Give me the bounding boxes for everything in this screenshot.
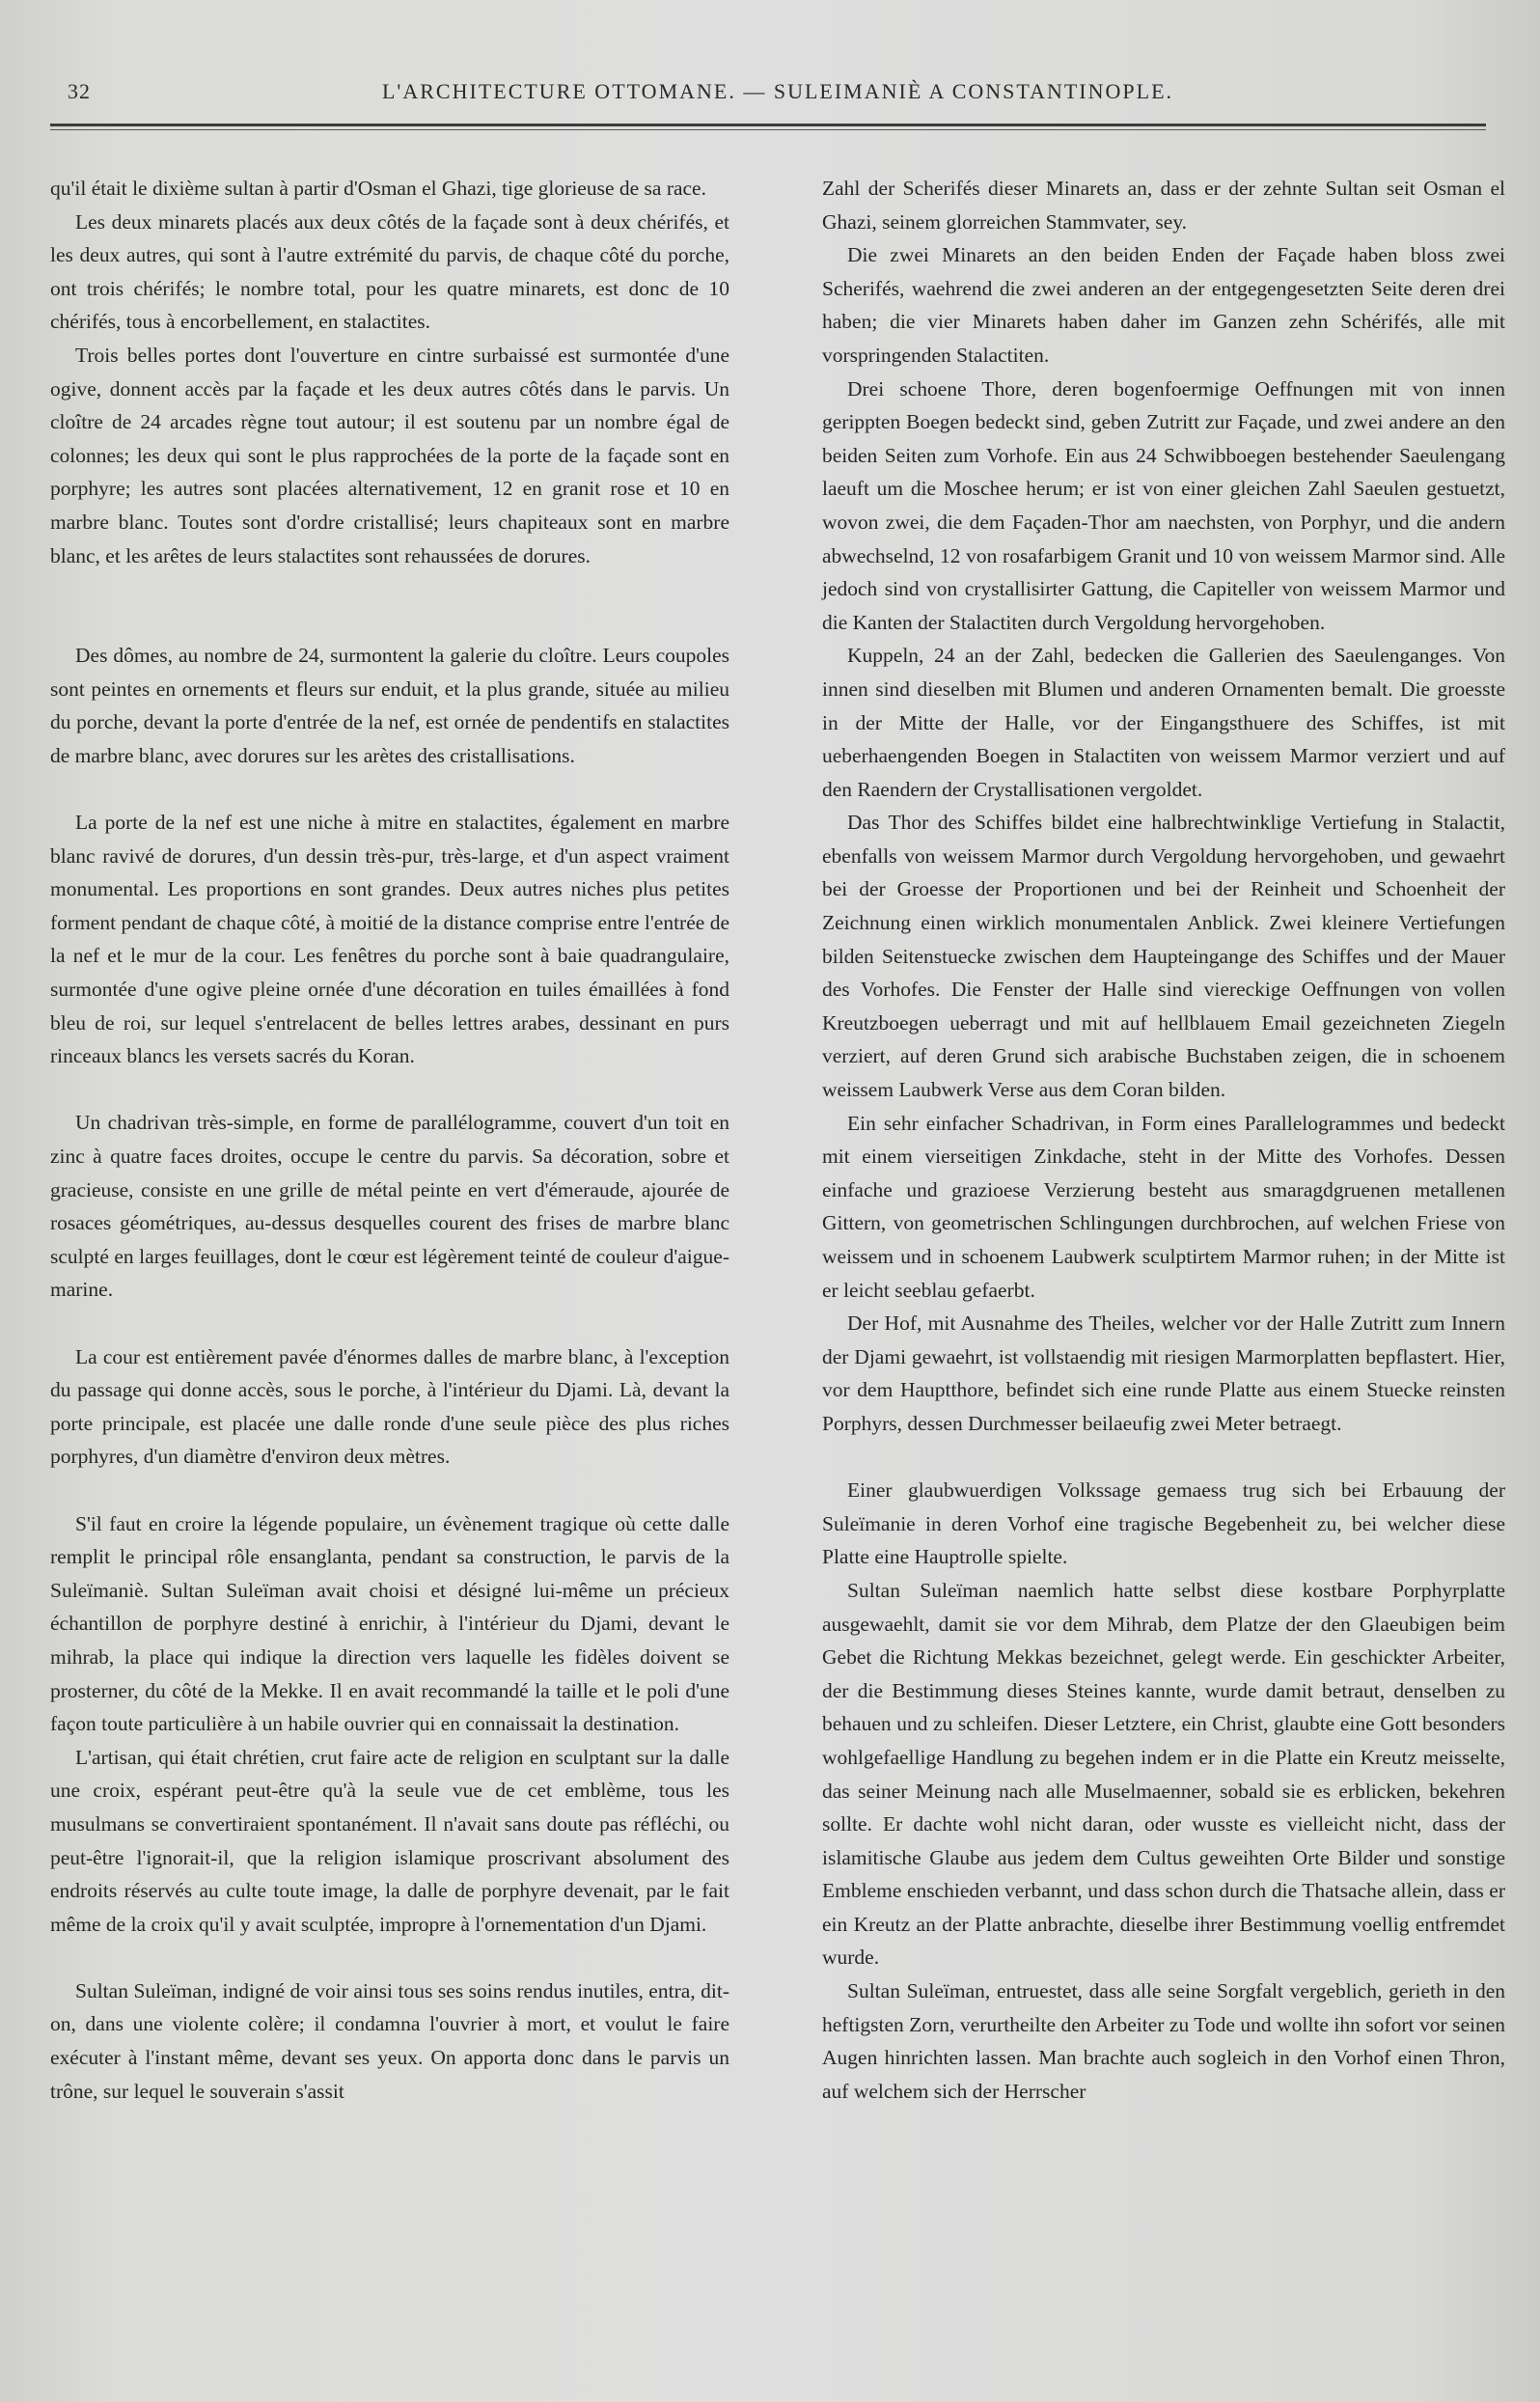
french-paragraph: Trois belles portes dont l'ouverture en cintre surbaissé est surmontée d'une ogive, donnent accès par la façade et les deux autres côtés dans le parvis. Un cloître de 24 arcades règne tout autour; il est soutenu par un nombre égal de colonnes; les deux qui sont le plus rapprochées de la porte de la façade sont en porphyre; les autres sont placées alternativement, 12 en granit rose et 10 en marbre blanc. Toutes sont d'ordre cristallisé; leurs chapiteaux sont en marbre blanc, et les arêtes de leurs stalactites sont rehaussées de dorures.	[50, 343, 729, 567]
header-rule-thin	[50, 129, 1486, 130]
running-title: L'ARCHITECTURE OTTOMANE. — SULEIMANIÈ A CONSTANTINOPLE.	[381, 79, 1174, 103]
header-rule-thick	[50, 124, 1486, 126]
paragraph-spacer	[50, 1307, 729, 1340]
paragraph-spacer	[50, 773, 729, 807]
german-paragraph: Der Hof, mit Ausnahme des Theiles, welcher vor der Halle Zutritt zum Innern der Djami gewaehrt, ist vollstaendig mit riesigen Marmorplatten bepflastert. Hier, vor dem Hauptthore, befindet sich eine runde Platte aus einem Stuecke reinsten Porphyrs, dessen Durchmesser beilaeufig zwei Meter betraegt.	[822, 1311, 1505, 1435]
german-paragraph: Kuppeln, 24 an der Zahl, bedecken die Gallerien des Saeulenganges. Von innen sind dieselben mit Blumen und anderen Ornamenten bemalt. Die groesste in der Mitte der Halle, vor der Eingangsthuere des Schiffes, ist mit ueberhaengenden Boegen in Stalactiten von weissem Marmor verziert und auf den Raendern der Crystallisationen vergoldet.	[822, 644, 1505, 801]
french-paragraph: La cour est entièrement pavée d'énormes dalles de marbre blanc, à l'exception du passage qui donne accès, sous le porche, à l'intérieur du Djami. Là, devant la porte principale, est placée une dalle ronde d'une seule pièce des plus riches porphyres, d'un diamètre d'environ deux mètres.	[50, 1344, 729, 1469]
paragraph-spacer	[50, 1474, 729, 1507]
german-paragraph: Ein sehr einfacher Schadrivan, in Form eines Parallelogrammes und bedeckt mit einem vierseitigen Zinkdache, steht in der Mitte des Vorhofes. Dessen einfache und grazioese Verzierung besteht aus smaragdgruenen metallenen Gittern, von geometrischen Schlingungen durchbrochen, auf welchen Friese von weissem und in schoenem Laubwerk sculptirtem Marmor ruhen; in der Mitte ist er leicht seeblau gefaerbt.	[822, 1111, 1505, 1302]
french-paragraph: Des dômes, au nombre de 24, surmontent la galerie du cloître. Leurs coupoles sont peintes en ornements et fleurs sur enduit, et la plus grande, située au milieu du porche, devant la porte d'entrée de la nef, est ornée de pendentifs en stalactites de marbre blanc, avec dorures sur les arètes des cristallisations.	[50, 644, 729, 767]
german-paragraph: Das Thor des Schiffes bildet eine halbrechtwinklige Vertiefung in Stalactit, ebenfalls von weissem Marmor durch Vergoldung hervorgehoben, und gewaehrt bei der Groesse der Proportionen und bei der Reinheit und Schoenheit der Zeichnung einen wirklich monumentalen Anblick. Zwei kleinere Vertiefungen bilden Seitenstuecke zwischen dem Haupteingange des Schiffes und der Mauer des Vorhofes. Die Fenster der Halle sind viereckige Oeffnungen von vollen Kreutzboegen ueberragt und mit auf hellblauem Email gezeichneten Ziegeln verziert, auf deren Grund sich arabische Buchstaben zeigen, die in schoenem weissem Laubwerk Verse aus dem Coran bilden.	[822, 811, 1505, 1102]
page-header	[54, 66, 1501, 114]
german-paragraph: Sultan Suleïman, entruestet, dass alle seine Sorgfalt vergeblich, gerieth in den heftigsten Zorn, verurtheilte den Arbeiter zu Tode und wollte ihn sofort vor seinen Augen hinrichten lassen. Man brachte auch sogleich in den Vorhof einen Thron, auf welchem sich der Herrscher	[822, 1979, 1505, 2103]
french-paragraph: Les deux minarets placés aux deux côtés de la façade sont à deux chérifés, et les deux autres, qui sont à l'autre extrémité du parvis, de chaque côté du porche, ont trois chérifés; le nombre total, pour les quatre minarets, est donc de 10 chérifés, tous à encorbellement, en stalactites.	[50, 209, 729, 334]
paragraph-spacer	[822, 1441, 1505, 1475]
german-paragraph: Einer glaubwuerdigen Volkssage gemaess trug sich bei Erbauung der Suleïmanie in deren Vorhof eine tragische Begebenheit zu, bei welcher diese Platte eine Hauptrolle spielte.	[822, 1478, 1505, 1569]
page-number: 32	[68, 79, 91, 103]
german-column	[822, 172, 1505, 2108]
french-paragraph: Un chadrivan très-simple, en forme de parallélogramme, couvert d'un toit en zinc à quatre faces droites, occupe le centre du parvis. Sa décoration, sobre et gracieuse, consiste en une grille de métal peinte en vert d'émeraude, ajourée de rosaces géométriques, au-dessus desquelles courent des frises de marbre blanc sculpté en larges feuillages, dont le cœur est légèrement teinté de couleur d'aigue-marine.	[50, 1111, 729, 1302]
french-paragraph: La porte de la nef est une niche à mitre en stalactites, également en marbre blanc ravivé de dorures, d'un dessin très-pur, très-large, et d'un aspect vraiment monumental. Les proportions en sont grandes. Deux autres niches plus petites forment pendant de chaque côté, à moitié de la distance comprise entre l'entrée de la nef et le mur de la cour. Les fenêtres du porche sont à baie quadrangulaire, surmontée d'une ogive pleine ornée d'une décoration en tuiles émaillées à fond bleu de roi, sur lequel s'entrelacent de belles lettres arabes, dessinant en purs rinceaux blancs les versets sacrés du Koran.	[50, 811, 729, 1068]
french-paragraph: S'il faut en croire la légende populaire, un évènement tragique où cette dalle remplit le principal rôle ensanglanta, pendant sa construction, le parvis de la Suleïmaniè. Sultan Suleïman avait choisi et désigné lui-même un précieux échantillon de porphyre destiné à enrichir, à l'intérieur du Djami, devant le mihrab, la place qui indique la direction vers laquelle les fidèles doivent se prosterner, du côté de la Mekke. Il en avait recommandé la taille et le poli d'une façon toute particulière à un habile ouvrier qui en connaissait la destination.	[50, 1511, 729, 1736]
german-paragraph: Sultan Suleïman naemlich hatte selbst diese kostbare Porphyrplatte ausgewaehlt, damit sie vor dem Mihrab, dem Platze der den Glaeubigen beim Gebet die Richtung Mekkas bezeichnet, gelegt werde. Ein geschickter Arbeiter, der die Bestimmung dieses Steines kannte, wurde damit betraut, denselben zu behauen und zu schleifen. Dieser Letztere, ein Christ, glaubte eine Gott besonders wohlgefaellige Handlung zu begehen indem er in die Platte ein Kreutz meisselte, das seiner Meinung nach alle Muselmaenner, sobald sie es erblicken, bekehren sollte. Er dachte wohl nicht daran, oder wusste es vielleicht nicht, dass der islamitische Glaube aus jedem dem Cultus geweihten Orte Bilder und sonstige Embleme enschieden verbannt, und dass schon durch die Thatsache allein, dass er ein Kreutz an der Platte anbrachte, dieselbe ihrer Bestimmung voellig entfremdet wurde.	[822, 1578, 1505, 1970]
german-paragraph: Zahl der Scherifés dieser Minarets an, dass er der zehnte Sultan seit Osman el Ghazi, seinem glorreichen Stammvater, sey.	[822, 177, 1505, 234]
paragraph-spacer	[50, 572, 729, 639]
paragraph-spacer	[50, 1941, 729, 1974]
french-paragraph: Sultan Suleïman, indigné de voir ainsi tous ses soins rendus inutiles, entra, dit-on, dans une violente colère; il condamna l'ouvrier à mort, et voulut le faire exécuter à l'instant même, devant ses yeux. On apporta donc dans le parvis un trône, sur lequel le souverain s'assit	[50, 1978, 729, 2103]
french-paragraph: L'artisan, qui était chrétien, crut faire acte de religion en sculptant sur la dalle une croix, espérant peut-être qu'à la seule vue de cet emblème, tous les musulmans se convertiraient spontanément. Il n'avait sans doute pas réfléchi, ou peut-être l'ignorait-il, que la religion islamique proscrivant absolument des endroits réservés au culte toute image, la dalle de porphyre devenait, par le fait même de la croix qu'il y avait sculptée, impropre à l'ornementation d'un Djami.	[50, 1745, 729, 1936]
french-column	[50, 172, 729, 2108]
paragraph-spacer	[50, 1073, 729, 1107]
german-paragraph: Drei schoene Thore, deren bogenfoermige Oeffnungen mit von innen gerippten Boegen bedeckt sind, geben Zutritt zur Façade, und zwei andere an den beiden Seiten zum Vorhofe. Ein aus 24 Schwibboegen bestehender Saeulengang laeuft um die Moschee herum; er ist von einer gleichen Zahl Saeulen gestuetzt, wovon zwei, die dem Façaden-Thor am naechsten, von Porphyr, und die andern abwechselnd, 12 von rosafarbigem Granit und 10 von weissem Marmor sind. Alle jedoch sind von crystallisirter Gattung, die Capiteller von weissem Marmor und die Kanten der Stalactiten durch Vergoldung hervorgehoben.	[822, 376, 1505, 634]
german-paragraph: Die zwei Minarets an den beiden Enden der Façade haben bloss zwei Scherifés, waehrend die zwei anderen an der entgegengesetzten Seite deren drei haben; die vier Minarets haben daher im Ganzen zehn Schérifés, alle mit vorspringenden Stalactiten.	[822, 243, 1505, 367]
french-paragraph: qu'il était le dixième sultan à partir d'Osman el Ghazi, tige glorieuse de sa race.	[50, 177, 706, 200]
